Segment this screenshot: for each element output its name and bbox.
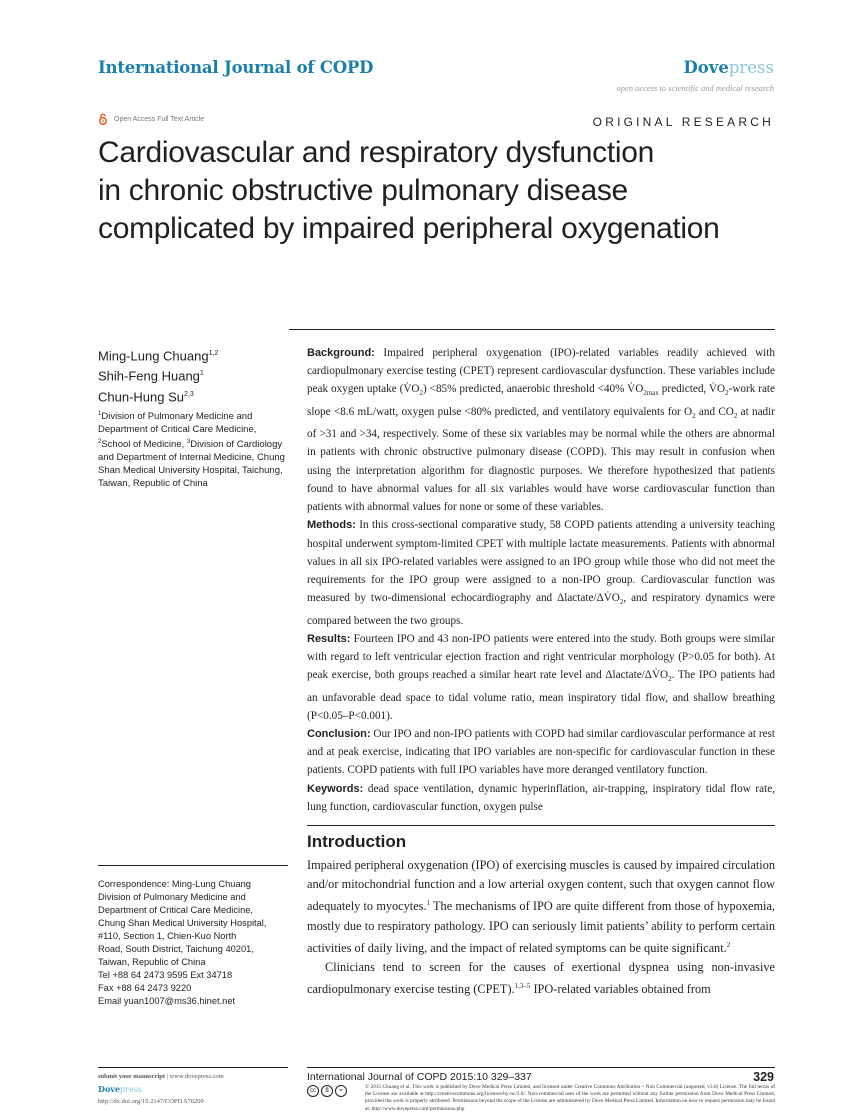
open-access-text: Open Access Full Text Article — [114, 115, 205, 123]
corr-line: Road, South District, Taichung 40201, — [98, 944, 254, 954]
introduction-body — [307, 856, 775, 1000]
abstract-results: Results: Fourteen IPO and 43 non-IPO patients were entered into the study. Both groups were similar with regard to left ventricular ejection fraction and right ventricular morphology (P>0.05 for both). At peak exercise, both groups reached a similar heart rate level and Δlactate/$\Delta V̇O_2$. The IPO patients had an unfavorable dead space to tidal volume ratio, mean inspiratory tidal flow, and shallow breathing (P<0.05–P<0.001). — [307, 632, 775, 722]
publisher-logo-part2: press — [728, 58, 774, 77]
abstract-background: Background: Impaired peripheral oxygenation (IPO)-related variables readily achieved with cardiopulmonary exercise testing (CPET) represent cardiovascular dysfunction. These variables include peak oxygen uptake $(V̇O_2) <85\%$ predicted, anaerobic threshold <40% $V̇O_{2max}$ predicted, $V̇O_2$-work rate slope <8.6 mL/watt, oxygen pulse <80% predicted, and ventilatory equivalents for $O_2$ and $CO_2$ at nadir of >31 and >34, respectively. Some of these six variables may be normal while the others are abnormal in patients with chronic obstructive pulmonary disease (COPD). This may result in confusion when using the interpretation algorithm for diagnostic purposes. We therefore hypothesized that patients found to have abnormal values for all six variables would have worse cardiovascular function than patients with abnormal values for none or some of these variables. — [307, 347, 775, 514]
author-1 — [98, 345, 218, 365]
publisher-logo-part1: Dove — [683, 58, 729, 77]
footer-right-rule — [307, 1067, 775, 1068]
methods-label: Methods: — [307, 519, 356, 532]
author-2-name: Shih-Feng Huang — [98, 368, 200, 384]
abstract-conclusion: Conclusion: Our IPO and non-IPO patients with COPD had similar cardiovascular performance at rest and at peak exercise, indicating that IPO variables are non-specific for cardiovascular function in these patients. COPD patients with full IPO variables have more deranged ventilatory function. — [307, 728, 775, 777]
corr-line: Division of Pulmonary Medicine and — [98, 892, 246, 902]
keywords-label: Keywords: — [307, 782, 364, 795]
footer-citation: International Journal of COPD 2015:10 329–337 — [307, 1071, 532, 1083]
author-3-name: Chun-Hung Su — [98, 388, 184, 404]
corr-phone: Tel +88 64 2473 9595 Ext 34718 — [98, 970, 233, 980]
corr-line: Department of Critical Care Medicine, — [98, 905, 254, 915]
conclusion-label: Conclusion: — [307, 728, 371, 740]
publisher-logo — [683, 58, 774, 77]
correspondence-rule — [98, 865, 288, 866]
abstract-methods: Methods: In this cross-sectional comparative study, 58 COPD patients attending a university teaching hospital underwent symptom-limited CPET with multiple lactate measurements. Patients with abnormal values in all six IPO-related variables were assigned to an IPO group while those who did not meet the requirements for the IPO group were assigned to a non-IPO group. Cardiovascular function was measured by two-dimensional echocardiography and Δlactate/$\Delta V̇O_2$, and respiratory dynamics were compared between the two groups. — [307, 519, 775, 627]
open-access-label — [98, 113, 204, 125]
footer-publisher-logo: Dovepress — [98, 1084, 142, 1094]
corr-email: Email yuan1007@ms36.hinet.net — [98, 996, 236, 1006]
affil-2: School of Medicine, — [101, 439, 185, 451]
abstract-top-rule — [289, 329, 775, 330]
creative-commons-icon: cc $ = — [307, 1084, 353, 1098]
abstract-bottom-rule — [307, 825, 775, 826]
affil-3: Division of Cardiology and Department of Internal Medicine, Chung Shan Medical University Hospital, Taichung, Taiwan, Republic of China — [98, 439, 285, 490]
intro-paragraph-1: Impaired peripheral oxygenation (IPO) of exercising muscles is caused by impaired circulation and/or mitochondrial function and a low arterial oxygen content, such that oxygen cannot flow adequately to myocytes.$^1$ The mechanisms of IPO are quite different from those of hypoxemia, mostly due to respiratory pathology. IPO can seriously limit patients’ ability to perform certain activities of daily living, and the impact of related symptoms can be quite significant.$^2$ — [307, 858, 775, 955]
author-2 — [98, 365, 218, 385]
footer-left-rule — [98, 1067, 288, 1068]
corr-line: Taiwan, Republic of China — [98, 957, 206, 967]
affil-sup-2: 2 — [98, 439, 102, 446]
results-label: Results: — [307, 632, 351, 645]
affil-1: Division of Pulmonary Medicine and Department of Critical Care Medicine, — [98, 411, 257, 436]
affil-sup-3: 3 — [186, 439, 191, 446]
license-text: © 2015 Chuang et al. This work is published by Dove Medical Press Limited, and licensed under Creative Commons Attribution – Non Commercial (unported, v3.0) License. The full terms of the License are available at http://creativecommons.org/licenses/by-nc/3.0/. Non-commercial uses of the work are permitted without any further permission from Dove Medical Press Limited, provided the work is properly attributed. Permissions beyond the scope of the License are administered by Dove Medical Press Limited. Information on how to request permission may be found at: http://www.dovepress.com/permissions.php — [365, 1084, 775, 1112]
affil-sup-1: 1 — [98, 411, 102, 417]
corr-line: Correspondence: Ming-Lung Chuang — [98, 879, 251, 889]
submit-link[interactable]: submit your manuscript — [98, 1073, 166, 1080]
title-line-1: Cardiovascular and respiratory dysfunction — [98, 136, 655, 169]
article-category: ORIGINAL RESEARCH — [592, 115, 774, 129]
intro-paragraph-2: Clinicians tend to screen for the causes of exertional dyspnea using non-invasive cardiopulmonary exercise testing (CPET).$^{1,3-5}$ IPO-related variables obtained from — [307, 960, 775, 997]
citation: 1 — [426, 899, 431, 908]
author-list — [98, 345, 218, 406]
affiliations — [98, 408, 288, 490]
submit-site[interactable]: | www.dovepress.com — [166, 1073, 224, 1080]
corr-fax: Fax +88 64 2473 9220 — [98, 983, 192, 993]
corr-line: #110, Section 1, Chien-Kuo North — [98, 931, 237, 941]
background-label: Background: — [307, 347, 375, 359]
author-1-affil: 1,2 — [208, 350, 219, 357]
title-line-2: in chronic obstructive pulmonary disease — [98, 174, 628, 207]
citation: 2 — [726, 940, 731, 949]
page-number: 329 — [753, 1070, 774, 1084]
corr-line: Chung Shan Medical University Hospital, — [98, 918, 267, 928]
author-2-affil: 1 — [199, 370, 204, 378]
article-title — [98, 134, 798, 248]
author-3-affil: 2,3 — [184, 390, 194, 398]
citation: 1,3–5 — [514, 982, 531, 991]
abstract-keywords: Keywords: dead space ventilation, dynamic hyperinflation, air-trapping, inspiratory tidal flow rate, lung function, cardiovascular function, oxygen pulse — [307, 782, 775, 813]
section-heading: Introduction — [307, 832, 407, 851]
journal-name: International Journal of COPD — [98, 58, 374, 77]
correspondence — [98, 878, 288, 1008]
doi-link[interactable]: http://dx.doi.org/10.2147/COPD.S76209 — [98, 1098, 204, 1105]
author-3 — [98, 386, 218, 406]
footer-left — [98, 1071, 224, 1108]
publisher-tagline: open access to scientific and medical research — [616, 83, 774, 93]
open-access-lock-icon — [98, 113, 108, 125]
author-1-name: Ming-Lung Chuang — [98, 348, 209, 364]
abstract — [307, 344, 775, 816]
title-line-3: complicated by impaired peripheral oxygenation — [98, 212, 720, 245]
